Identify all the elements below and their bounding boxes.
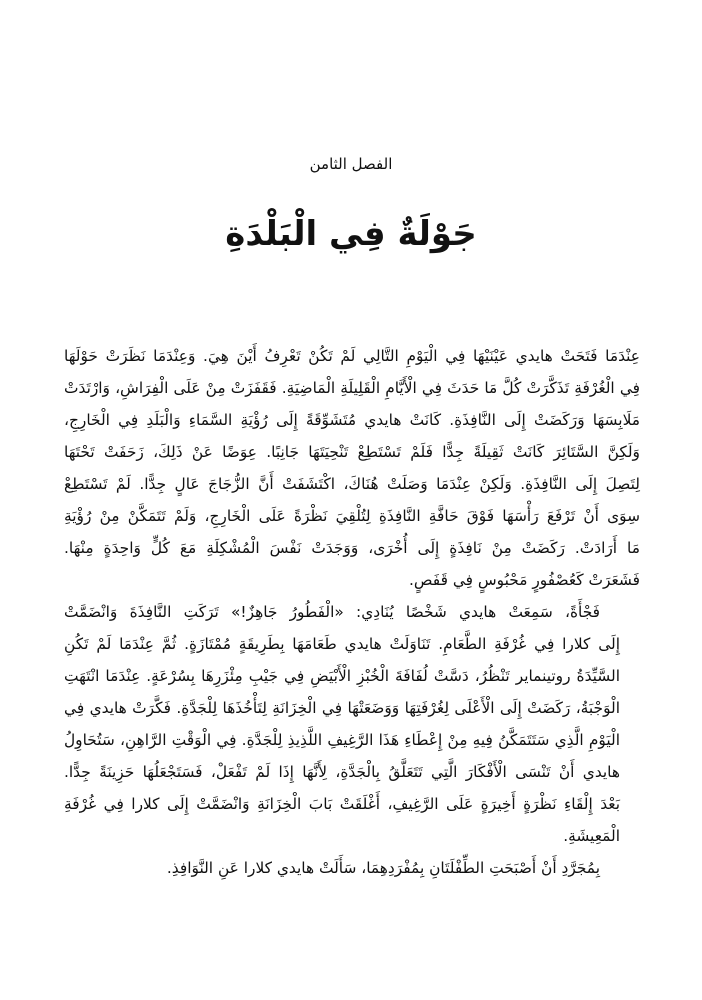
text-line: مَلَابِسَهَا وَرَكَضَتْ إِلَى النَّافِذَةِ. كَانَتْ هايدي مُتَشَوِّقَةً إِلَى رُؤْيَةِ السَّمَاءِ وَالْبَلَدِ فِي الْخَارِجِ،: [64, 411, 640, 429]
text-line: الْوَجْبَةُ، رَكَضَتْ إِلَى الْأَعْلَى لِغُرْفَتِهَا وَوَضَعَتْهَا فِي الْخِزَانَةِ لِتَأْخُذَهَا لِلْجَدَّةِ. فَكَّرَتْ هايدي فِي: [64, 699, 620, 717]
chapter-title: جَوْلَةٌ فِي الْبَلْدَةِ: [225, 214, 477, 254]
text-line: بَعْدَ إِلْقَاءِ نَظْرَةٍ أَخِيرَةٍ عَلَى الرَّغِيفِ، أَغْلَقَتْ بَابَ الْخِزَانَةِ وَانْضَمَّتْ إِلَى كلارا فِي غُرْفَةِ: [64, 795, 620, 813]
chapter-body: [64, 340, 640, 884]
text-line: فَجْأَةً، سَمِعَتْ هايدي شَخْصًا يُنَادِي: «الْفَطُورُ جَاهِزٌ!» تَرَكَتِ النَّافِذَةَ وَانْضَمَّتْ: [64, 603, 600, 621]
text-line: عِنْدَمَا فَتَحَتْ هايدي عَيْنَيْهَا فِي الْيَوْمِ التَّالِي لَمْ تَكُنْ تَعْرِفُ أَيْنَ هِيَ. وَعِنْدَمَا نَظَرَتْ حَوْلَهَا: [64, 347, 640, 365]
text-line: السَّيِّدَةُ روتينماير تَنْظُرُ، دَسَّتْ لُفَافَةَ الْخُبْزِ الْأَبْيَضِ فِي جَيْبِ مِئْزَرِهَا بِسُرْعَةٍ. عِنْدَمَا انْتَهَتِ: [64, 667, 620, 685]
paragraph-1: [64, 340, 640, 596]
text-line: لِتَصِلَ إِلَى النَّافِذَةِ. وَلَكِنْ عِنْدَمَا وَصَلَتْ هُنَاكَ، اكْتَشَفَتْ أَنَّ الزُّجَاجَ عَالٍ جِدًّا. لَمْ تَسْتَطِعْ: [64, 475, 640, 493]
text-line: الْيَوْمِ الَّذِي سَتَتَمَكَّنُ فِيهِ مِنْ إِعْطَاءِ هَذَا الرَّغِيفِ اللَّذِيذِ لِلْجَدَّةِ. فِي الْوَقْتِ الرَّاهِنِ، سَتُحَاوِلُ: [64, 731, 620, 749]
text-line: هايدي أَنْ تَنْسَى الْأَفْكَارَ الَّتِي تَتَعَلَّقُ بِالْجَدَّةِ، لِأَنَّهَا إِذَا لَمْ تَفْعَلْ، فَسَتَجْعَلُهَا حَزِينَةً جِدًّا.: [64, 763, 620, 781]
chapter-label: الفصل الثامن: [309, 155, 393, 173]
paragraph-3: [64, 852, 640, 884]
text-line: وَلَكِنَّ السَّتَائِرَ كَانَتْ ثَقِيلَةً جِدًّا فَلَمْ تَسْتَطِعْ تَنْحِيَتَهَا جَانِبًا. عِوَضًا عَنْ ذَلِكَ، زَحَفَتْ تَحْتَهَا: [64, 443, 640, 461]
text-line: مَا أَرَادَتْ. رَكَضَتْ مِنْ نَافِذَةٍ إِلَى أُخْرَى، وَوَجَدَتْ نَفْسَ الْمُشْكِلَةِ مَعَ كُلٍّ وَاحِدَةٍ مِنْهَا.: [64, 539, 640, 557]
text-line: إِلَى كلارا فِي غُرْفَةِ الطَّعَامِ. تَنَاوَلَتْ هايدي طَعَامَهَا بِطَرِيقَةٍ مُمْتَازَةٍ. ثُمَّ عِنْدَمَا لَمْ تَكُنِ: [64, 635, 620, 653]
text-line: فِي الْغُرْفَةِ تَذَكَّرَتْ كُلَّ مَا حَدَثَ فِي الْأَيَّامِ الْقَلِيلَةِ الْمَاضِيَةِ. فَقَفَزَتْ مِنْ عَلَى الْفِرَاشِ، وَارْتَدَتْ: [64, 379, 640, 397]
text-line: فَشَعَرَتْ كَعُصْفُورٍ مَحْبُوسٍ فِي قَفَصٍ.: [409, 571, 640, 589]
text-line: الْمَعِيشَةِ.: [563, 827, 620, 845]
text-line: سِوَى أَنْ تَرْفَعَ رَأْسَهَا فَوْقَ حَافَّةِ النَّافِذَةِ لِتُلْقِيَ نَظْرَةً عَلَى الْخَارِجِ، وَلَمْ تَتَمَكَّنْ مِنْ رُؤْيَةِ: [64, 507, 640, 525]
text-line: بِمُجَرَّدِ أَنْ أَصْبَحَتِ الطِّفْلَتَانِ بِمُفْرَدِهِمَا، سَأَلَتْ هايدي كلارا عَنِ النَّوَافِذِ.: [166, 859, 600, 877]
paragraph-2: [64, 596, 640, 852]
